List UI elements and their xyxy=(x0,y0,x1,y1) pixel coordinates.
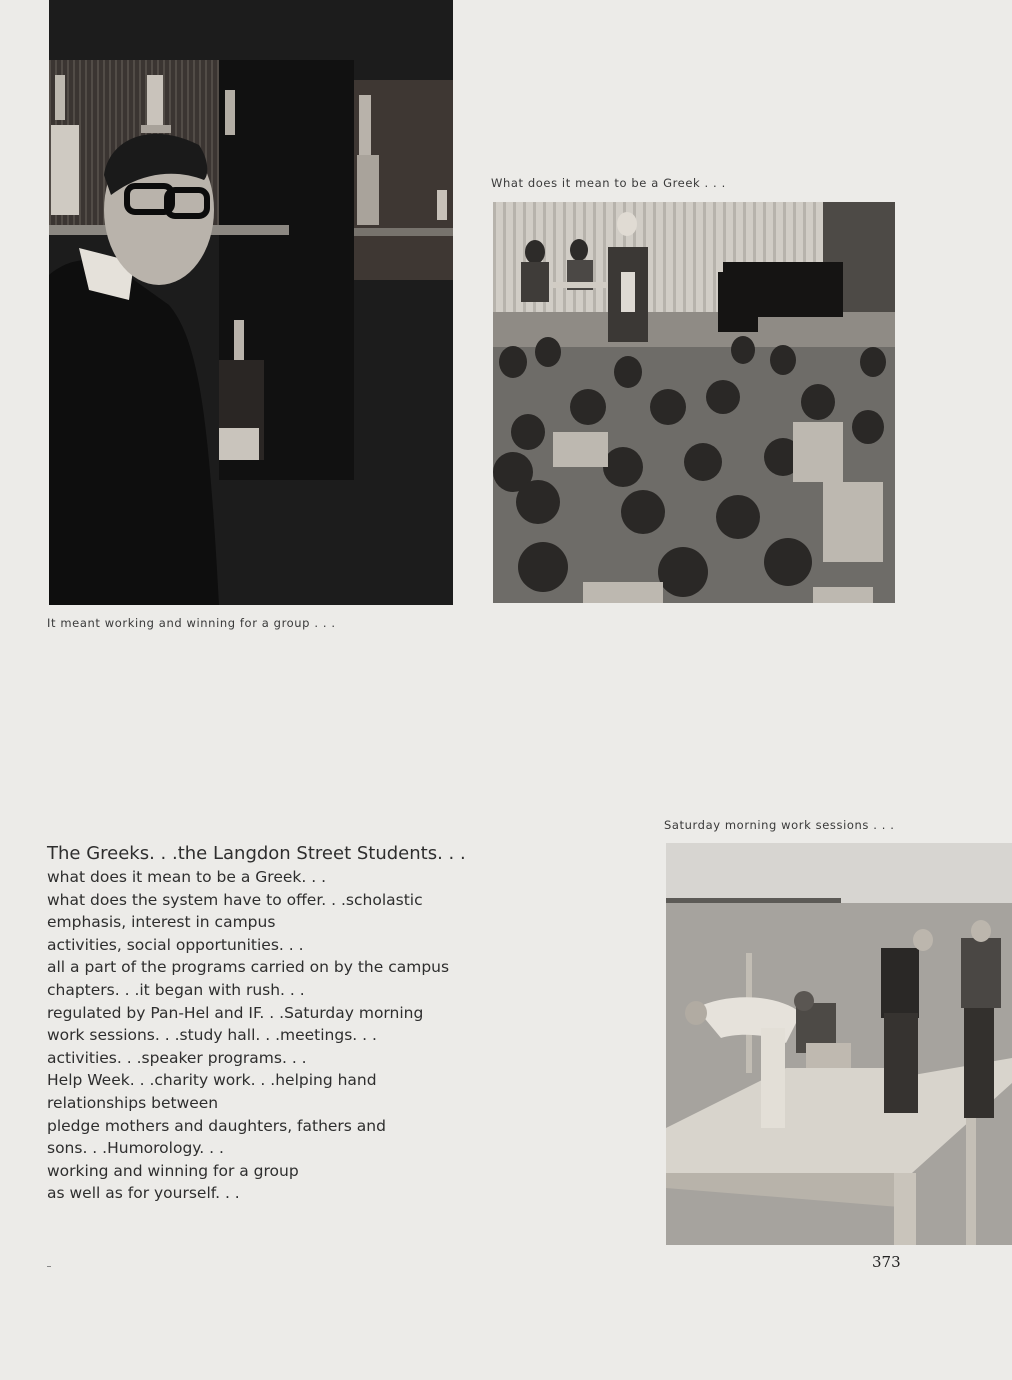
body-line: pledge mothers and daughters, fathers and xyxy=(47,1116,386,1135)
body-line: what does it mean to be a Greek. . . xyxy=(47,868,326,886)
body-line: chapters. . .it began with rush. . . xyxy=(47,980,305,999)
body-line: relationships between xyxy=(47,1093,219,1112)
pier-photo xyxy=(666,843,1012,1245)
body-line: working and winning for a group xyxy=(47,1161,299,1180)
body-line: what does the system have to offer. . .scholastic xyxy=(47,890,423,909)
page-mark xyxy=(47,1266,51,1267)
trophy-photo-caption: It meant working and winning for a group . . . xyxy=(47,616,336,630)
body-line: work sessions. . .study hall. . .meetings. . . xyxy=(47,1026,377,1045)
meeting-photo-caption: What does it mean to be a Greek . . . xyxy=(491,176,726,190)
trophy-case-photo xyxy=(49,0,453,605)
body-line: emphasis, interest in campus xyxy=(47,913,276,932)
body-line: activities. . .speaker programs. . . xyxy=(47,1048,307,1067)
pier-photo-caption: Saturday morning work sessions . . . xyxy=(664,818,895,832)
meeting-photo xyxy=(493,202,895,603)
page-number: 373 xyxy=(872,1253,901,1271)
body-line: all a part of the programs carried on by the campus xyxy=(47,958,450,977)
body-line: activities, social opportunities. . . xyxy=(47,935,304,954)
body-text xyxy=(47,842,487,1205)
body-line: as well as for yourself. . . xyxy=(47,1184,240,1203)
body-line: Help Week. . .charity work. . .helping hand xyxy=(47,1071,377,1090)
body-line: regulated by Pan-Hel and IF. . .Saturday morning xyxy=(47,1003,424,1022)
body-line: The Greeks. . .the Langdon Street Students. . . xyxy=(47,843,466,864)
body-line: sons. . .Humorology. . . xyxy=(47,1139,224,1158)
